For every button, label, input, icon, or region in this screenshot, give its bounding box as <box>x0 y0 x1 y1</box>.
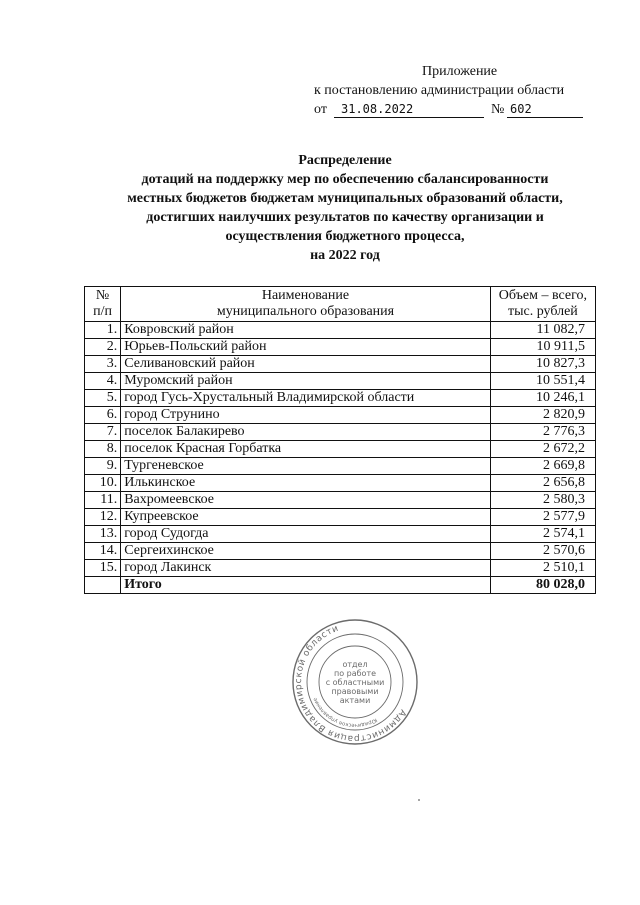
stamp-outer-text: Администрация Владимирской области <box>293 623 408 744</box>
table-row <box>85 492 596 509</box>
title-line: дотаций на поддержку мер по обеспечению сбалансированности <box>141 172 549 187</box>
row-value: 11 082,7 <box>490 322 595 339</box>
stamp-center-line: правовыми <box>331 687 379 696</box>
table-row <box>85 390 596 407</box>
table-body <box>85 322 596 577</box>
row-num: 11. <box>85 492 121 509</box>
title-line: достигших наилучших результатов по качеству организации и <box>146 210 544 225</box>
appendix-resolution-label: к постановлению администрации области <box>314 83 565 98</box>
appendix-label: Приложение <box>422 64 498 79</box>
row-value: 10 911,5 <box>490 339 595 356</box>
stamp-center-line: актами <box>339 696 371 705</box>
row-num: 4. <box>85 373 121 390</box>
row-name: поселок Балакирево <box>121 424 491 441</box>
row-value: 2 570,6 <box>490 543 595 560</box>
row-num: 12. <box>85 509 121 526</box>
row-value: 2 669,8 <box>490 458 595 475</box>
title-line: осуществления бюджетного процесса, <box>225 229 465 244</box>
row-value: 10 827,3 <box>490 356 595 373</box>
row-num: 7. <box>85 424 121 441</box>
appendix-date-number <box>314 100 604 119</box>
header-num: № п/п <box>85 287 121 322</box>
table-row <box>85 407 596 424</box>
row-value: 2 820,9 <box>490 407 595 424</box>
table-row <box>85 509 596 526</box>
row-value: 2 672,2 <box>490 441 595 458</box>
row-num: 8. <box>85 441 121 458</box>
row-name: Купреевское <box>121 509 491 526</box>
row-num: 15. <box>85 560 121 577</box>
row-value: 10 246,1 <box>490 390 595 407</box>
row-value: 2 510,1 <box>490 560 595 577</box>
row-num: 14. <box>85 543 121 560</box>
row-value: 2 656,8 <box>490 475 595 492</box>
table-row <box>85 373 596 390</box>
row-name: город Гусь-Хрустальный Владимирской области <box>121 390 491 407</box>
row-name: город Лакинск <box>121 560 491 577</box>
row-num: 5. <box>85 390 121 407</box>
resolution-date: 31.08.2022 <box>334 100 484 118</box>
row-num: 10. <box>85 475 121 492</box>
document-title <box>80 151 610 265</box>
row-name: Селивановский район <box>121 356 491 373</box>
total-value: 80 028,0 <box>490 577 595 594</box>
row-name: город Струнино <box>121 407 491 424</box>
table-total-row <box>85 577 596 594</box>
table-row <box>85 526 596 543</box>
table-row <box>85 356 596 373</box>
row-name: Юрьев-Польский район <box>121 339 491 356</box>
title-line: на 2022 год <box>310 248 380 263</box>
table-row <box>85 441 596 458</box>
distribution-table <box>84 286 596 594</box>
row-value: 2 776,3 <box>490 424 595 441</box>
table-row <box>85 339 596 356</box>
row-name: Илькинское <box>121 475 491 492</box>
table-row <box>85 560 596 577</box>
number-label: № <box>491 102 505 117</box>
row-num: 13. <box>85 526 121 543</box>
table-row <box>85 322 596 339</box>
row-num: 3. <box>85 356 121 373</box>
row-name: Тургеневское <box>121 458 491 475</box>
row-value: 10 551,4 <box>490 373 595 390</box>
table-row <box>85 543 596 560</box>
stamp-center-line: с областными <box>325 678 385 687</box>
table-header-row <box>85 287 596 322</box>
total-label: Итого <box>121 577 491 594</box>
stamp-center-line: по работе <box>333 669 377 678</box>
resolution-number: 602 <box>507 100 583 118</box>
row-num: 1. <box>85 322 121 339</box>
header-value: Объем – всего, тыс. рублей <box>490 287 595 322</box>
row-name: Муромский район <box>121 373 491 390</box>
row-value: 2 574,1 <box>490 526 595 543</box>
row-num: 2. <box>85 339 121 356</box>
table-row <box>85 424 596 441</box>
title-line: Распределение <box>298 153 392 168</box>
header-name: Наименование муниципального образования <box>121 287 491 322</box>
row-num: 6. <box>85 407 121 424</box>
from-label: от <box>314 102 327 117</box>
row-name: Сергеихинское <box>121 543 491 560</box>
row-num: 9. <box>85 458 121 475</box>
title-line: местных бюджетов бюджетам муниципальных образований области, <box>127 191 563 206</box>
row-name: поселок Красная Горбатка <box>121 441 491 458</box>
row-value: 2 580,3 <box>490 492 595 509</box>
ink-dot <box>418 799 420 801</box>
row-name: город Судогда <box>121 526 491 543</box>
row-name: Ковровский район <box>121 322 491 339</box>
table-row <box>85 458 596 475</box>
row-name: Вахромеевское <box>121 492 491 509</box>
official-stamp <box>290 618 420 746</box>
row-value: 2 577,9 <box>490 509 595 526</box>
stamp-center-line: отдел <box>342 660 368 669</box>
stamp-inner-text: Юридическое управление <box>312 696 378 729</box>
appendix-header <box>314 62 604 119</box>
table-row <box>85 475 596 492</box>
total-num-cell <box>85 577 121 594</box>
